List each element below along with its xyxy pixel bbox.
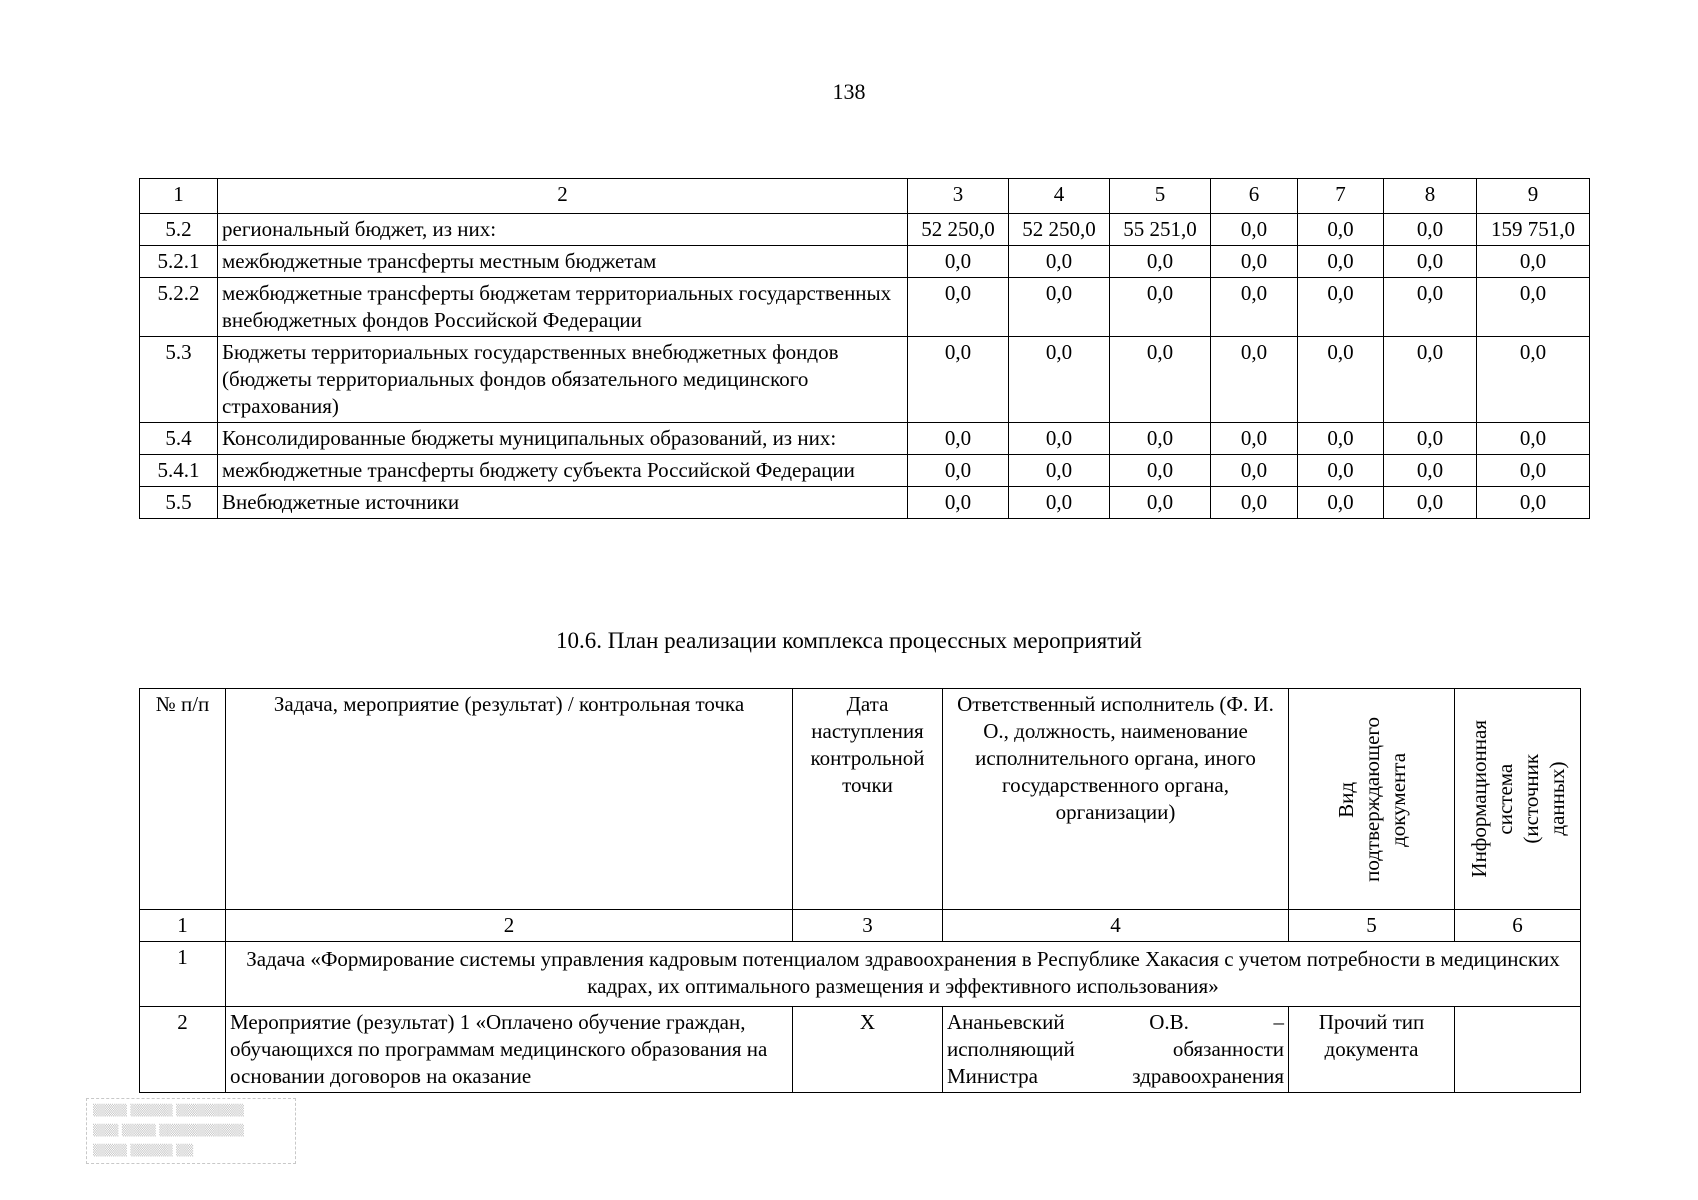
table-row <box>140 278 1590 337</box>
header-cell: 1 <box>140 179 218 214</box>
table-row <box>140 455 1590 487</box>
table-row <box>140 487 1590 519</box>
table-row <box>140 214 1590 246</box>
column-number-row <box>140 910 1581 942</box>
column-number: 4 <box>943 910 1289 942</box>
value-cell: 0,0 <box>1298 455 1384 487</box>
header-cell: 9 <box>1477 179 1590 214</box>
value-cell: 0,0 <box>1298 337 1384 423</box>
value-cell: 0,0 <box>1110 487 1211 519</box>
event-row <box>140 1007 1581 1093</box>
budget-table-header-row <box>140 179 1590 214</box>
value-cell: 0,0 <box>1110 423 1211 455</box>
value-cell: 0,0 <box>1298 214 1384 246</box>
value-cell: 52 250,0 <box>908 214 1009 246</box>
value-cell: 0,0 <box>1009 337 1110 423</box>
task-num: 1 <box>140 942 226 1007</box>
header-cell: 6 <box>1211 179 1298 214</box>
row-code: 5.4.1 <box>140 455 218 487</box>
value-cell: 0,0 <box>908 455 1009 487</box>
event-num: 2 <box>140 1007 226 1093</box>
value-cell: 55 251,0 <box>1110 214 1211 246</box>
column-number: 2 <box>226 910 793 942</box>
column-number: 5 <box>1289 910 1455 942</box>
value-cell: 0,0 <box>1477 455 1590 487</box>
column-number: 6 <box>1455 910 1581 942</box>
value-cell: 0,0 <box>1009 455 1110 487</box>
header-task: Задача, мероприятие (результат) / контрольная точка <box>226 689 793 910</box>
header-doc-type: Вид подтверждающего документа <box>1333 716 1410 882</box>
value-cell: 0,0 <box>1009 487 1110 519</box>
value-cell: 0,0 <box>1009 246 1110 278</box>
value-cell: 0,0 <box>1110 455 1211 487</box>
value-cell: 0,0 <box>1211 337 1298 423</box>
value-cell: 0,0 <box>1384 278 1477 337</box>
header-cell: 5 <box>1110 179 1211 214</box>
value-cell: 0,0 <box>1009 278 1110 337</box>
value-cell: 0,0 <box>1384 487 1477 519</box>
value-cell: 0,0 <box>1384 455 1477 487</box>
value-cell: 0,0 <box>1211 455 1298 487</box>
value-cell: 0,0 <box>1009 423 1110 455</box>
header-cell: 7 <box>1298 179 1384 214</box>
row-name: региональный бюджет, из них: <box>218 214 908 246</box>
task-row <box>140 942 1581 1007</box>
value-cell: 0,0 <box>1298 487 1384 519</box>
event-doc-type: Прочий тип документа <box>1289 1007 1455 1093</box>
value-cell: 0,0 <box>1110 246 1211 278</box>
value-cell: 0,0 <box>1384 423 1477 455</box>
table-row <box>140 423 1590 455</box>
header-cell: 2 <box>218 179 908 214</box>
value-cell: 0,0 <box>908 246 1009 278</box>
value-cell: 0,0 <box>1298 278 1384 337</box>
section-title: 10.6. План реализации комплекса процессных мероприятий <box>556 628 1142 653</box>
row-name: межбюджетные трансферты местным бюджетам <box>218 246 908 278</box>
value-cell: 0,0 <box>908 487 1009 519</box>
table-row <box>140 246 1590 278</box>
row-code: 5.5 <box>140 487 218 519</box>
row-name: межбюджетные трансферты бюджету субъекта Российской Федерации <box>218 455 908 487</box>
plan-table-header-row <box>140 689 1581 910</box>
table-row <box>140 337 1590 423</box>
header-info-system: Информационная система (источник данных) <box>1466 720 1569 878</box>
row-name: Внебюджетные источники <box>218 487 908 519</box>
value-cell: 0,0 <box>908 423 1009 455</box>
value-cell: 0,0 <box>1211 487 1298 519</box>
responsible-line: Министра здравоохранения <box>947 1064 1284 1088</box>
header-cell: 4 <box>1009 179 1110 214</box>
value-cell: 0,0 <box>1298 423 1384 455</box>
row-code: 5.2 <box>140 214 218 246</box>
value-cell: 0,0 <box>1298 246 1384 278</box>
row-name: Бюджеты территориальных государственных внебюджетных фондов (бюджеты территориальных фондов обязательного медицинского страхования) <box>218 337 908 423</box>
value-cell: 159 751,0 <box>1477 214 1590 246</box>
faint-stamp: ▒▒▒▒ ▒▒▒▒▒ ▒▒▒▒▒▒▒▒ ▒▒▒ ▒▒▒▒ ▒▒▒▒▒▒▒▒▒▒ ▒▒▒▒ ▒▒▒▒▒ ▒▒ <box>86 1098 296 1164</box>
value-cell: 0,0 <box>1211 423 1298 455</box>
header-cell: 3 <box>908 179 1009 214</box>
value-cell: 0,0 <box>1477 487 1590 519</box>
header-num: № п/п <box>140 689 226 910</box>
row-code: 5.2.2 <box>140 278 218 337</box>
header-doc-type-cell <box>1289 689 1455 910</box>
header-date: Дата наступления контрольной точки <box>793 689 943 910</box>
row-code: 5.4 <box>140 423 218 455</box>
value-cell: 0,0 <box>908 278 1009 337</box>
event-responsible <box>943 1007 1289 1093</box>
value-cell: 0,0 <box>1211 214 1298 246</box>
value-cell: 0,0 <box>1477 246 1590 278</box>
header-responsible: Ответственный исполнитель (Ф. И. О., должность, наименование исполнительного органа, иного государственного органа, организации) <box>943 689 1289 910</box>
header-info-system-cell <box>1455 689 1581 910</box>
row-name: Консолидированные бюджеты муниципальных образований, из них: <box>218 423 908 455</box>
responsible-line: Ананьевский О.В. – <box>947 1010 1284 1034</box>
responsible-line: исполняющий обязанности <box>947 1037 1284 1061</box>
event-date: Х <box>793 1007 943 1093</box>
event-info-system <box>1455 1007 1581 1093</box>
row-code: 5.2.1 <box>140 246 218 278</box>
value-cell: 0,0 <box>1477 423 1590 455</box>
column-number: 3 <box>793 910 943 942</box>
page-number: 138 <box>832 79 866 104</box>
row-code: 5.3 <box>140 337 218 423</box>
column-number: 1 <box>140 910 226 942</box>
value-cell: 0,0 <box>1110 337 1211 423</box>
value-cell: 0,0 <box>1211 278 1298 337</box>
task-text: Задача «Формирование системы управления кадровым потенциалом здравоохранения в Республике Хакасия с учетом потребности в медицинских кадрах, их оптимального размещения и эффективного использования» <box>226 942 1581 1007</box>
value-cell: 0,0 <box>1384 337 1477 423</box>
value-cell: 0,0 <box>1477 337 1590 423</box>
value-cell: 0,0 <box>1384 246 1477 278</box>
value-cell: 0,0 <box>1110 278 1211 337</box>
event-text: Мероприятие (результат) 1 «Оплачено обучение граждан, обучающихся по программам медицинского образования на основании договоров на оказание <box>226 1007 793 1093</box>
value-cell: 0,0 <box>1477 278 1590 337</box>
header-cell: 8 <box>1384 179 1477 214</box>
value-cell: 52 250,0 <box>1009 214 1110 246</box>
row-name: межбюджетные трансферты бюджетам территориальных государственных внебюджетных фондов Российской Федерации <box>218 278 908 337</box>
value-cell: 0,0 <box>1384 214 1477 246</box>
plan-table <box>139 688 1581 1093</box>
value-cell: 0,0 <box>1211 246 1298 278</box>
budget-table <box>139 178 1590 519</box>
value-cell: 0,0 <box>908 337 1009 423</box>
